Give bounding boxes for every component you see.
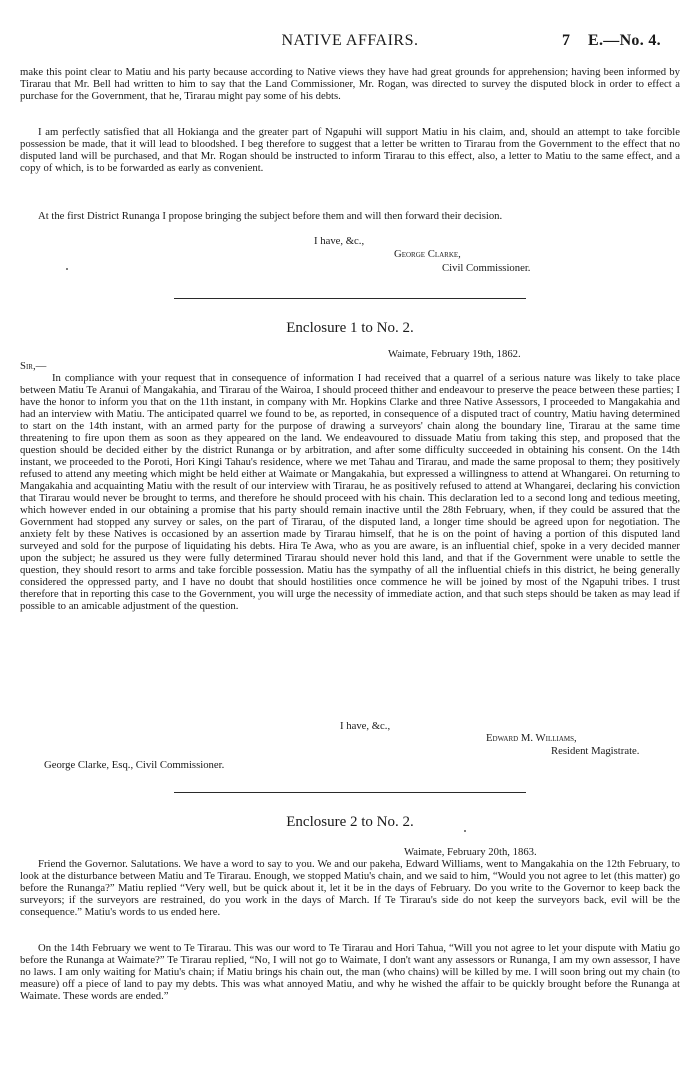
print-speck bbox=[66, 268, 68, 270]
letter-paragraph-support: I am perfectly satisfied that all Hokianga and the greater part of Ngapuhi will support Matiu in his claim, and, should an attempt to take forcible possession be made, that it will lead to bloodshed. I beg therefore to suggest that a letter be written to Tirarau from the Government to the effect that no disputed land will be purchased, and that Mr. Rogan should be instructed to inform Tirarau to this effect, also, a letter to Matiu to the same effect, and a copy of which, is to be forwarded as early as convenient. bbox=[20, 126, 680, 174]
letter-closing: I have, &c., bbox=[314, 235, 365, 247]
enclosure-1-addressee: George Clarke, Esq., Civil Commissioner. bbox=[44, 759, 225, 771]
page-number: 7 bbox=[562, 32, 570, 49]
enclosure-1-closing: I have, &c., bbox=[340, 720, 391, 732]
enclosure-2-place-date: Waimate, February 20th, 1863. bbox=[404, 846, 537, 858]
running-title: NATIVE AFFAIRS. bbox=[281, 32, 419, 49]
enclosure-2-paragraph-1: Friend the Governor. Salutations. We have a word to say to you. We and our pakeha, Edward Williams, went to Mangakahia on the 12th February, to look at the disturbance between Matiu and Te Tirarau. Enough, we stopped Matiu's chain, and we said to him, “Would you not agree to let (this matter) go before the Runanga?” Matiu replied “Very well, but be quick about it, let it be in the days of February. Do you write to the Governor to keep back the surveyors; if the surveyors are restrained, do you work in the days of March. If Te Tirarau's side do not keep the surveyors back, evil will be the consequence.” Matiu's words to us ended here. bbox=[20, 858, 680, 918]
section-divider bbox=[174, 792, 526, 793]
enclosure-2-paragraph-2: On the 14th February we went to Te Tirarau. This was our word to Te Tirarau and Hori Tahua, “Will you not agree to let your dispute with Matiu go before the Runanga at Waimate?” Te Tirarau replied, “No, I will not go to Waimate, I don't want any assessors or Runanga, I am my own assessor, I have no laws. I am only waiting for Matiu's chain; if Matiu brings his chain out, the man (who chains) will be killed by me. I will soon bring out my chain (to measure) off a piece of land to pay my debts. This was what annoyed Matiu, and why he wished the affair to be quickly brought before the Runanga at Waimate. These words are ended.” bbox=[20, 942, 680, 1002]
enclosure-1-signatory-title: Resident Magistrate. bbox=[551, 745, 640, 757]
letter-paragraph-continuation: make this point clear to Matiu and his party because according to Native views they have had great grounds for apprehension; having been informed by Tirarau that Mr. Bell had written to him to say that the Land Commissioner, Mr. Rogan, was directed to survey the disputed block in order to effect a purchase for the Government, that he, Tirarau might pay some of his debts. bbox=[20, 66, 680, 102]
document-reference: E.—No. 4. bbox=[588, 32, 661, 49]
enclosure-1-place-date: Waimate, February 19th, 1862. bbox=[388, 348, 521, 360]
enclosure-1-body: In compliance with your request that in consequence of information I had received that a quarrel of a serious nature was likely to take place between Matiu Te Aranui of Mangakahia, and Tirarau of the Wairoa, I should proceed thither and endeavour to preserve the peace between these parties; I have the honor to inform you that on the 11th instant, in company with Mr. Hopkins Clarke and three Native Assessors, I proceeded to Mangakahia and had an interview with Matiu. The anticipated quarrel we found to be, as reported, in consequence of a disputed tract of country, Matiu having determined to start on the 14th instant, with an armed party for the purpose of drawing a surveyors' chain along the boundary line, Tirarau at the same time threatening to fire upon them as soon as they appeared on the land. We endeavoured to dissuade Matiu from taking this step, and proposed that the question should be decided either by the district Runanga or by arbitration, and after some difficulty succeeded in obtaining his consent. On the 14th instant, we proceeded to the Poroti, Hori Kingi Tahau's residence, where we met Tahau and Tirarau, and made the same proposal to them; they positively refused to attend any meeting which might be held either at Waimate or Mangakahia, but expressed a willingness to attend at Whangarei. On returning to Mangakahia and acquainting Matiu with the result of our interview with Tirarau, he as positively refused to attend at Whangarei, declaring his conviction that Tirarau would never be brought to terms, and therefore he should proceed with his chain. This declaration led to a second long and tedious meeting, which however ended in our obtaining a promise that his party should remain inactive until the 28th February, when, if they could be assured that the Government had stopped any survey or sales, on the part of Tirarau, of the disputed land, a longer time should be agreed upon for negotiation. The anxiety felt by these Natives is occasioned by an assertion made by Tirarau himself, that he is on the point of having a portion of this disputed land surveyed and sold for the purpose of liquidating his debts. Hira Te Awa, who as you are aware, is an influential chief, spoke in a very decided manner upon the subject; he assured us they were fully determined Tirarau should never hold this land, and that if the Government were unable to settle the question, they should resort to arms and take forcible possession. Matiu has the sympathy of all the influential chiefs in this district, he being generally considered the oppressed party, and I have no doubt that should hostilities once commence he will be joined by most of the Ngapuhi tribes. I trust therefore that in reporting this case to the Government, you will urge the necessity of immediate action, and that such steps should be taken as may lead if possible to an amicable adjustment of the question. bbox=[20, 372, 680, 612]
enclosure-1-heading: Enclosure 1 to No. 2. bbox=[286, 320, 414, 336]
page-header bbox=[0, 32, 700, 56]
enclosure-2-heading: Enclosure 2 to No. 2. bbox=[286, 814, 414, 830]
letter-signatory-title: Civil Commissioner. bbox=[442, 262, 531, 274]
letter-paragraph-runanga: At the first District Runanga I propose bringing the subject before them and will then forward their decision. bbox=[38, 210, 503, 222]
print-speck bbox=[464, 830, 466, 832]
section-divider bbox=[174, 298, 526, 299]
enclosure-1-salutation: Sir,— bbox=[20, 360, 47, 372]
enclosure-1-signatory: Edward M. Williams, bbox=[486, 732, 577, 744]
letter-signatory: George Clarke, bbox=[394, 248, 461, 260]
